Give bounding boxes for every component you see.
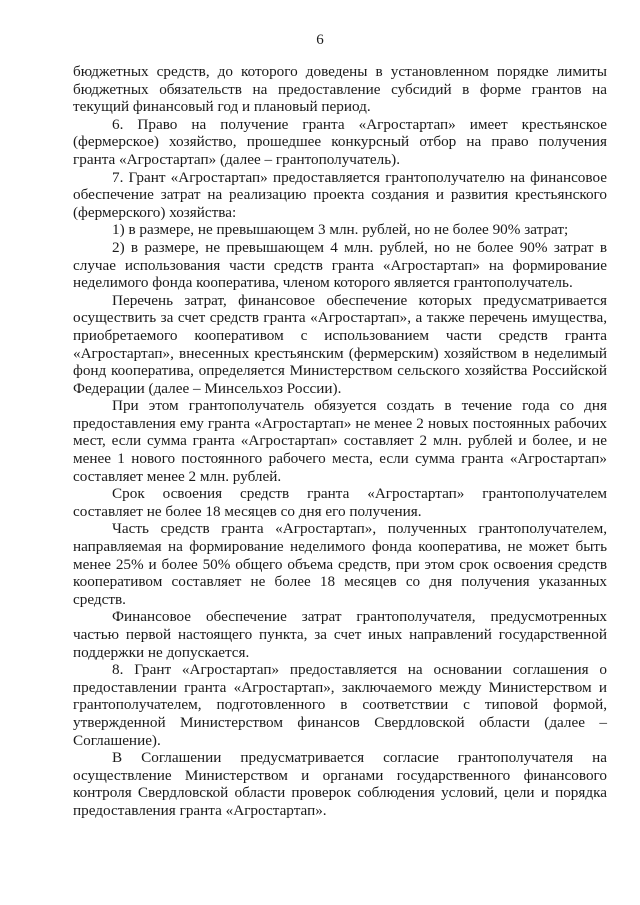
paragraph-jobs: При этом грантополучатель обязуется создать в течение года со дня предоставления ему гранта «Агростартап» не менее 2 новых постоянных рабочих мест, если сумма гранта «Агростартап» составляет 2 млн. рублей и более, и не менее 1 нового постоянного рабочего места, если сумма гранта «Агростартап» составляет менее 2 млн. рублей. — [73, 397, 607, 485]
document-body — [73, 63, 607, 820]
paragraph-subitem-2: 2) в размере, не превышающем 4 млн. рублей, но не более 90% затрат в случае использования части средств гранта «Агростартап» на формирование неделимого фонда кооператива, членом которого является грантополучатель. — [73, 238, 607, 292]
paragraph-financing: Финансовое обеспечение затрат грантополучателя, предусмотренных частью первой настоящего пункта, за счет иных направлений государственной поддержки не допускается. — [73, 608, 607, 661]
page-number: 6 — [316, 32, 324, 48]
paragraph-cooperative-share: Часть средств гранта «Агростартап», полученных грантополучателем, направляемая на формирование неделимого фонда кооператива, не может быть менее 25% и более 50% общего объема средств, при этом срок освоения средств кооперативом составляет не более 18 месяцев со дня получения указанных средств. — [73, 520, 607, 608]
paragraph-agreement: В Соглашении предусматривается согласие грантополучателя на осуществление Министерством и органами государственного финансового контроля Свердловской области проверок соблюдения условий, цели и порядка предоставления гранта «Агростартап». — [73, 749, 607, 819]
paragraph-item-7: 7. Грант «Агростартап» предоставляется грантополучателю на финансовое обеспечение затрат на реализацию проекта создания и развития крестьянского (фермерского) хозяйства: — [73, 168, 607, 221]
paragraph-subitem-1: 1) в размере, не превышающем 3 млн. рублей, но не более 90% затрат; — [112, 221, 569, 239]
paragraph-item-8: 8. Грант «Агростартап» предоставляется на основании соглашения о предоставлении гранта «Агростартап», заключаемого между Министерством и грантополучателем, подготовленного в соответствии с типовой формой, утвержденной Министерством финансов Свердловской области (далее – Соглашение). — [73, 661, 607, 749]
paragraph-budget-limits: бюджетных средств, до которого доведены в установленном порядке лимиты бюджетных обязательств на предоставление субсидий в форме грантов на текущий финансовый год и плановый период. — [73, 63, 607, 116]
paragraph-cost-list: Перечень затрат, финансовое обеспечение которых предусматривается осуществить за счет средств гранта «Агростартап», а также перечень имущества, приобретаемого кооперативом с использованием части средств гранта «Агростартап», внесенных крестьянским (фермерским) хозяйством в неделимый фонд кооператива, определяется Министерством сельского хозяйства Российской Федерации (далее – Минсельхоз России). — [73, 291, 607, 397]
paragraph-term: Срок освоения средств гранта «Агростартап» грантополучателем составляет не более 18 месяцев со дня его получения. — [73, 485, 607, 520]
paragraph-item-6: 6. Право на получение гранта «Агростартап» имеет крестьянское (фермерское) хозяйство, прошедшее конкурсный отбор на право получения гранта «Агростартап» (далее – грантополучатель). — [73, 115, 607, 168]
